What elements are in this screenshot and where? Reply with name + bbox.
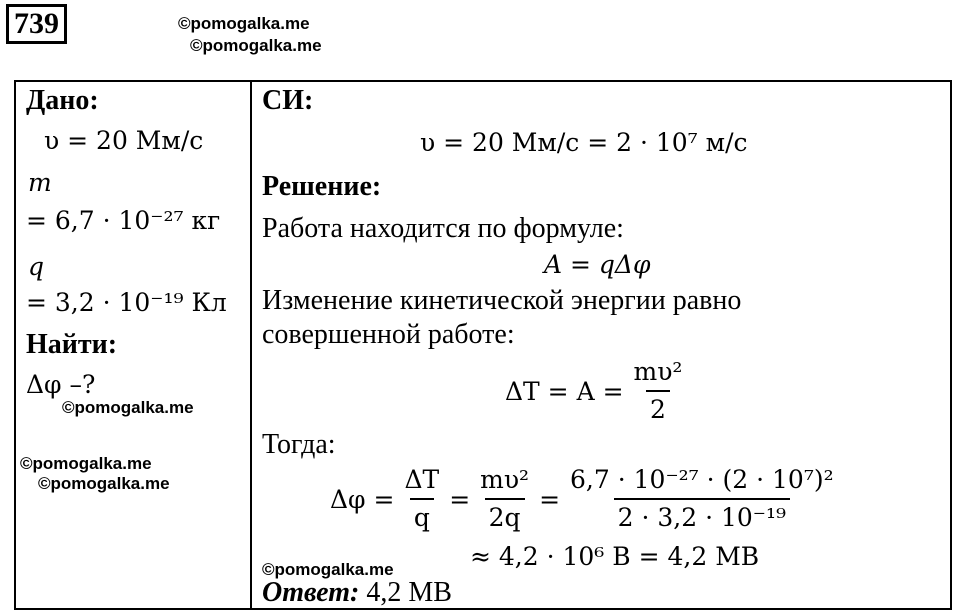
energy-fraction-numerator: mυ² — [633, 357, 683, 386]
column-divider — [250, 80, 252, 610]
equals-sign: = — [539, 484, 561, 514]
given-charge-value: = 3,2 · 10⁻¹⁹ Кл — [26, 288, 227, 317]
solution-line-2: Изменение кинетической энергии равно — [262, 285, 742, 316]
watermark: ©pomogalka.me — [62, 398, 194, 417]
watermark: ©pomogalka.me — [178, 14, 310, 33]
result-line: ≈ 4,2 · 10⁶ В = 4,2 МВ — [470, 542, 760, 571]
find-title: Найти: — [26, 329, 118, 360]
answer-row — [262, 576, 452, 610]
given-title: Дано: — [26, 85, 99, 116]
fraction-energy-charge-numerator: ΔT — [404, 465, 440, 494]
answer-value: 4,2 МВ — [366, 577, 452, 608]
fraction-kinetic-charge-numerator: mυ² — [480, 465, 530, 494]
solution-title: Решение: — [262, 171, 382, 202]
given-mass-symbol: m — [28, 168, 52, 197]
problem-number: 739 — [6, 4, 67, 44]
potential-equation — [330, 464, 838, 534]
answer-label: Ответ: — [262, 577, 360, 608]
then-label: Тогда: — [262, 429, 336, 460]
fraction-energy-charge — [400, 464, 443, 534]
given-charge-symbol: q — [28, 252, 45, 281]
watermark: ©pomogalka.me — [262, 560, 394, 579]
watermark: ©pomogalka.me — [38, 474, 170, 493]
solution-line-1: Работа находится по формуле: — [262, 213, 624, 244]
energy-fraction — [630, 356, 687, 426]
fraction-kinetic-charge — [476, 464, 533, 534]
fraction-energy-charge-denominator: q — [410, 498, 434, 534]
si-conversion: υ = 20 Мм/с = 2 · 10⁷ м/с — [420, 128, 748, 157]
given-velocity: υ = 20 Мм/с — [44, 126, 204, 155]
energy-equation — [505, 356, 686, 426]
formula-work: A = qΔφ — [544, 250, 651, 279]
fraction-kinetic-charge-denominator: 2q — [485, 498, 525, 534]
watermark: ©pomogalka.me — [20, 454, 152, 473]
given-mass-value: = 6,7 · 10⁻²⁷ кг — [26, 206, 221, 235]
potential-equation-left: Δφ = — [330, 484, 395, 514]
equals-sign: = — [449, 484, 471, 514]
fraction-numeric — [566, 464, 838, 534]
solution-line-3: совершенной работе: — [262, 319, 515, 350]
fraction-numeric-denominator: 2 · 3,2 · 10⁻¹⁹ — [614, 498, 790, 534]
si-title: СИ: — [262, 85, 314, 116]
fraction-numeric-numerator: 6,7 · 10⁻²⁷ · (2 · 10⁷)² — [570, 465, 834, 494]
energy-equation-left: ΔT = A = — [505, 376, 624, 406]
energy-fraction-denominator: 2 — [646, 390, 670, 426]
watermark: ©pomogalka.me — [190, 36, 322, 55]
find-value: Δφ –? — [26, 370, 96, 399]
